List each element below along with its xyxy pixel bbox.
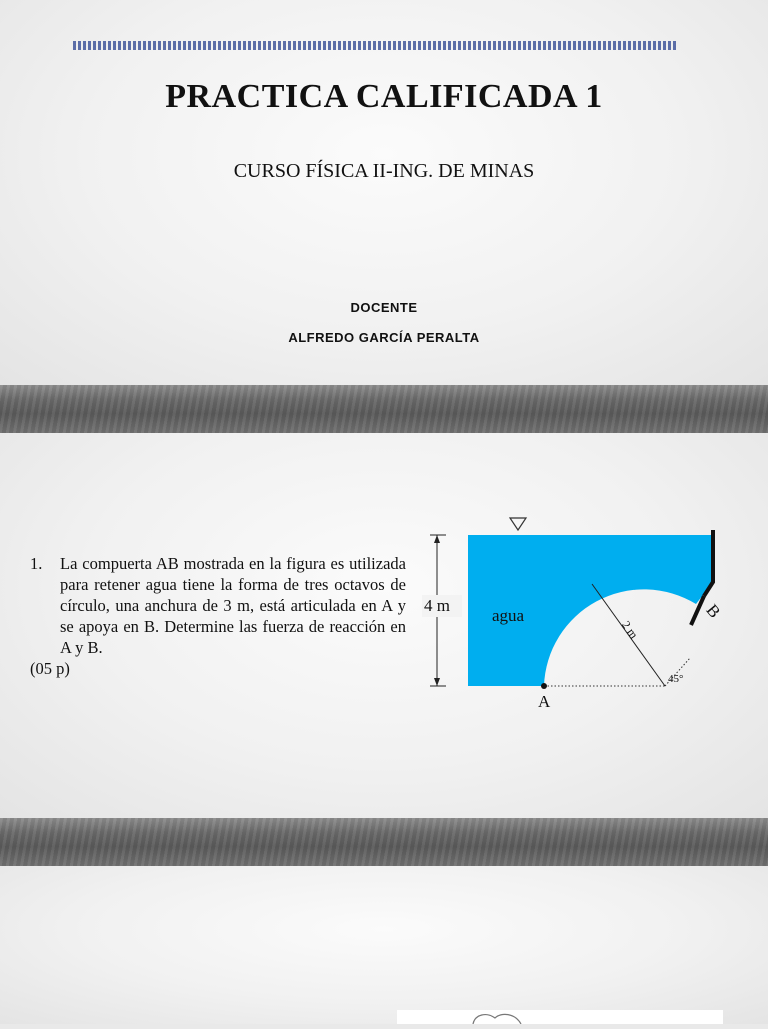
next-slide [0, 866, 768, 1024]
title-slide [0, 0, 768, 385]
point-a-marker [541, 683, 547, 689]
point-a-label: A [538, 692, 551, 711]
dimension-arrow-top [434, 535, 440, 543]
point-b-label: B [702, 600, 725, 622]
height-label: 4 m [424, 596, 450, 615]
angle-label: 45° [668, 673, 684, 685]
problem-number: 1. [30, 554, 43, 573]
water-label: agua [492, 606, 525, 625]
slide-separator [0, 385, 768, 433]
free-surface-icon [510, 518, 526, 530]
problem-slide [0, 433, 768, 818]
problem-statement [30, 553, 406, 679]
teacher-name: ALFREDO GARCÍA PERALTA [288, 330, 480, 345]
page-title: PRACTICA CALIFICADA 1 [165, 78, 603, 115]
problem-text: La compuerta AB mostrada en la figura es utilizada para retener agua tiene la forma de tres octavos de círculo, una anchura de 3 m, está articulada en A y se apoya en B. Determine las fuerza de reacción en A y B. [60, 554, 406, 657]
course-subtitle: CURSO FÍSICA II-ING. DE MINAS [233, 160, 535, 182]
gate-figure [420, 513, 740, 713]
slide-separator [0, 818, 768, 866]
next-slide-figure [397, 1010, 723, 1024]
radius-label: 2 m [618, 618, 641, 642]
teacher-label: DOCENTE [350, 300, 418, 315]
figure-fragment-icon [397, 1010, 723, 1024]
problem-points: (05 p) [30, 659, 70, 678]
decorative-bar [73, 41, 677, 50]
dimension-arrow-bottom [434, 678, 440, 686]
